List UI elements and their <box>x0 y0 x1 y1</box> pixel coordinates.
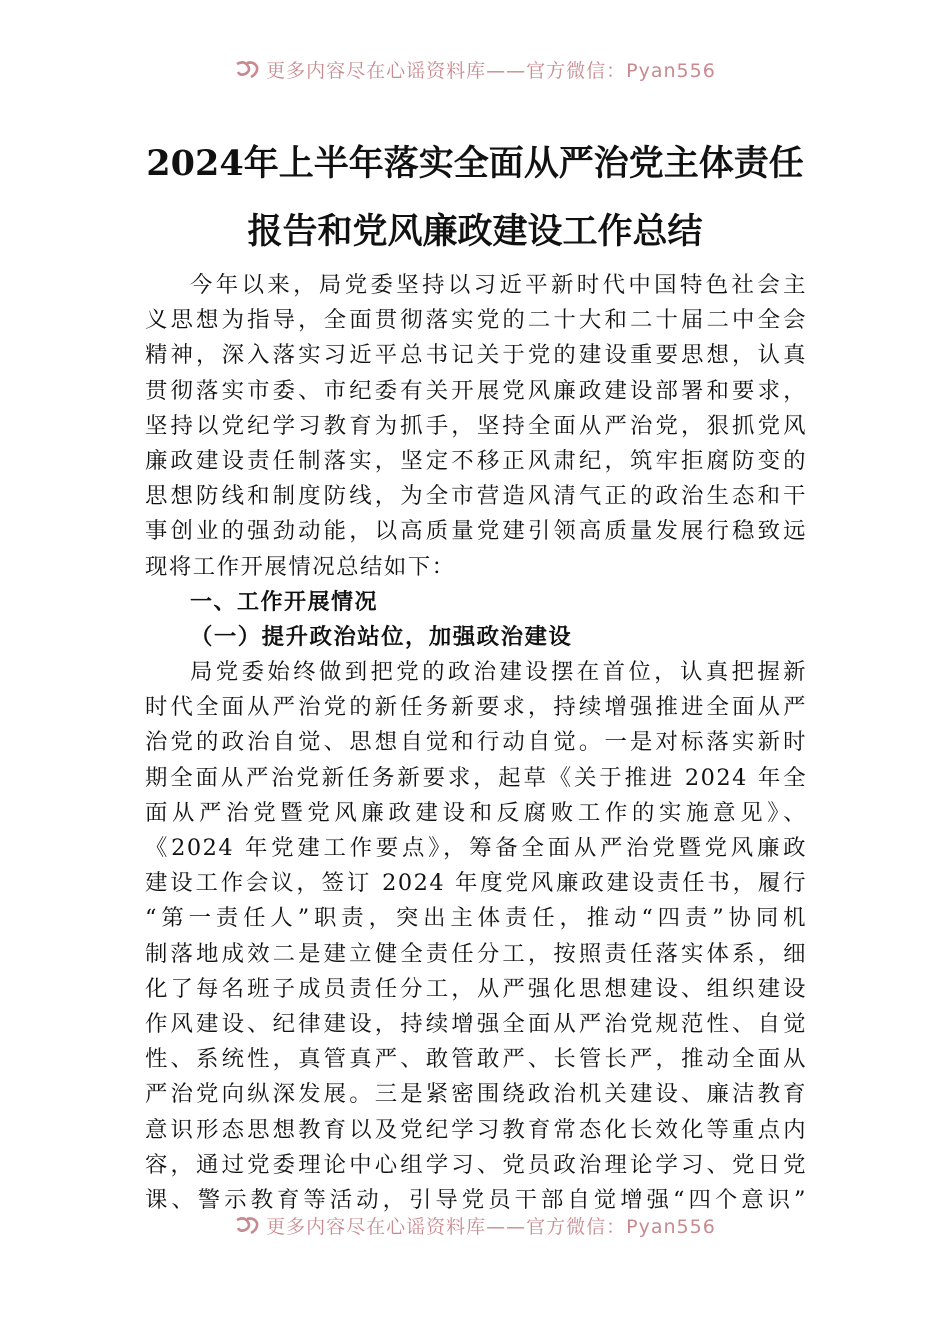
paragraph-line: 局党委始终做到把党的政治建设摆在首位，认真把握新 <box>190 659 807 686</box>
paragraph-line: 时代全面从严治党的新任务新要求，持续增强推进全面从严 <box>145 694 807 721</box>
paragraph-line: 坚持以党纪学习教育为抓手，坚持全面从严治党，狠抓党风 <box>145 412 807 439</box>
watermark-logo-icon <box>234 58 260 80</box>
paragraph-line: 意识形态思想教育以及党纪学习教育常态化长效化等重点内 <box>145 1116 807 1143</box>
paragraph-line: 容，通过党委理论中心组学习、党员政治理论学习、党日党 <box>145 1151 807 1178</box>
paragraph-line: 期全面从严治党新任务新要求，起草《关于推进 2024 年全 <box>145 764 807 791</box>
paragraph-line: 课、警示教育等活动，引导党员干部自觉增强“四个意识” <box>145 1186 807 1213</box>
paragraph-line: 精神，深入落实习近平总书记关于党的建设重要思想，认真 <box>145 342 807 369</box>
paragraph-line: 贯彻落实市委、市纪委有关开展党风廉政建设部署和要求， <box>145 377 807 404</box>
paragraph-line: 廉政建设责任制落实，坚定不移正风肃纪，筑牢拒腐防变的 <box>145 447 807 474</box>
document-title-line-2: 报告和党风廉政建设工作总结 <box>247 211 703 252</box>
section-heading: 一、工作开展情况 <box>190 589 379 615</box>
paragraph-line: 性、系统性，真管真严、敢管敢严、长管长严，推动全面从 <box>145 1046 807 1073</box>
paragraph-line: 严治党向纵深发展。三是紧密围绕政治机关建设、廉洁教育 <box>145 1081 807 1108</box>
paragraph-line: 今年以来，局党委坚持以习近平新时代中国特色社会主 <box>190 272 807 298</box>
paragraph-line: 面从严治党暨党风廉政建设和反腐败工作的实施意见》、 <box>145 799 807 826</box>
document-body <box>145 268 807 1218</box>
watermark-text: 更多内容尽在心谣资料库——官方微信：Pyan556 <box>266 1215 716 1238</box>
intro-paragraph <box>145 268 807 585</box>
paragraph-line: 建设工作会议，签订 2024 年度党风廉政建设责任书，履行 <box>145 870 807 897</box>
paragraph-line: 义思想为指导，全面贯彻落实党的二十大和二十届二中全会 <box>145 307 807 334</box>
watermark-text: 更多内容尽在心谣资料库——官方微信：Pyan556 <box>266 59 716 82</box>
paragraph-line: “第一责任人”职责，突出主体责任，推动“四责”协同机 <box>145 905 807 932</box>
paragraph-line: 治党的政治自觉、思想自觉和行动自觉。一是对标落实新时 <box>145 729 807 756</box>
watermark-bottom <box>0 1210 950 1240</box>
paragraph-line: 思想防线和制度防线，为全市营造风清气正的政治生态和干 <box>145 483 807 510</box>
paragraph-line: 现将工作开展情况总结如下： <box>145 553 456 580</box>
document-title-line-1: 2024年上半年落实全面从严治党主体责任 <box>146 143 804 184</box>
paragraph-line: 事创业的强劲动能，以高质量党建引领高质量发展行稳致远 <box>145 518 807 545</box>
paragraph-line: 《2024 年党建工作要点》，筹备全面从严治党暨党风廉政 <box>145 835 807 861</box>
watermark-logo-icon <box>234 1214 260 1236</box>
paragraph-line: 作风建设、纪律建设，持续增强全面从严治党规范性、自觉 <box>145 1010 807 1037</box>
subsection-heading: （一）提升政治站位，加强政治建设 <box>190 623 573 650</box>
paragraph-line: 制落地成效二是建立健全责任分工，按照责任落实体系，细 <box>145 940 807 967</box>
paragraph-line: 化了每名班子成员责任分工，从严强化思想建设、组织建设 <box>145 975 807 1002</box>
watermark-top <box>0 54 950 84</box>
subsection-paragraph <box>145 655 807 1218</box>
